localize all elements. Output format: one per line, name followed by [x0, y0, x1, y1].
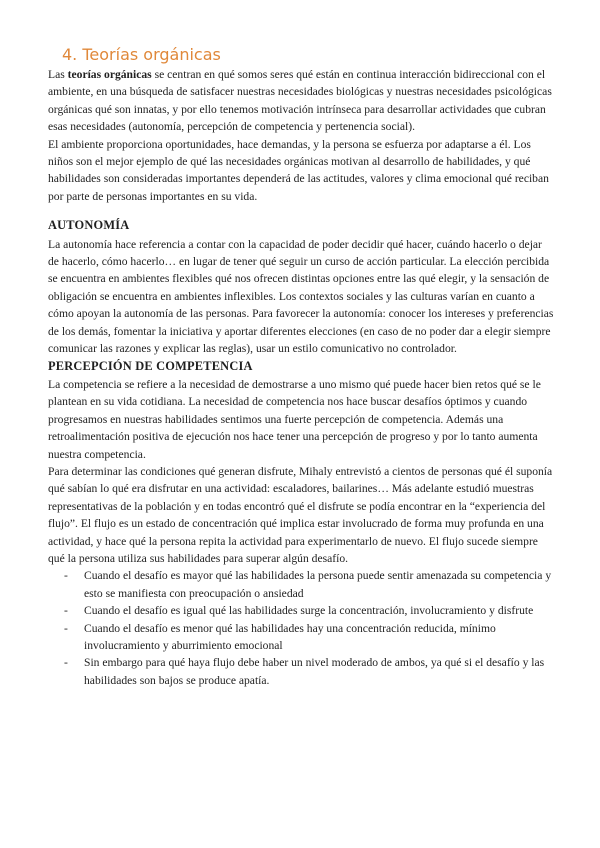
list-item: [64, 654, 554, 689]
list-item-text: Sin embargo para qué haya flujo debe haber un nivel moderado de ambos, ya qué si el desafío y las habilidades son bajos se produce apatía.: [84, 656, 545, 687]
intro-paragraph: [48, 66, 554, 136]
bullet-marker: -: [64, 656, 68, 670]
intro-rest: se centran en qué somos seres qué están en continua interacción bidireccional con el ambiente, en una búsqueda de satisfacer nuestras necesidades biológicas y nuestras necesidades psicológicas orgánicas qué son innatas, y por ello tenemos motivación intrínseca para desarrollar actividades que cubran esas necesidades (autonomía, percepción de competencia y pertenencia social).: [48, 68, 552, 134]
list-item: [64, 602, 554, 619]
bullet-marker: -: [64, 569, 68, 583]
intro-bold-term: teorías orgánicas: [67, 68, 152, 81]
intro-prefix: Las: [48, 68, 68, 81]
flow-bullet-list: [48, 567, 554, 689]
bullet-marker: -: [64, 621, 68, 635]
list-item: [64, 620, 554, 655]
autonomia-title: AUTONOMÍA: [48, 218, 130, 233]
section-heading: 4. Teorías orgánicas: [62, 45, 221, 64]
autonomia-paragraph: La autonomía hace referencia a contar con la capacidad de poder decidir qué hacer, cuándo hacerlo o dejar de hacerlo, cómo hacerlo… en lugar de tener qué seguir un curso de acción particular. La elección percibida se encuentra en ambientes flexibles qué nos ofrecen distintas opciones entre las qué elegir, y la sensación de obligación se encuentra en ambientes inflexibles. Los contextos sociales y las culturas varían en cuanto a cómo apoyan la autonomía de las personas. Para favorecer la autonomía: conocer los intereses y preferencias de los demás, fomentar la iniciativa y aportar diferentes elecciones (en caso de no poder dar a elegir siempre comunicar las razones y explicar las reglas), usar un estilo comunicativo no controlador.: [48, 237, 554, 356]
list-item-text: Cuando el desafío es mayor qué las habilidades la persona puede sentir amenazada su competencia y esto se manifiesta con preocupación o ansiedad: [84, 569, 552, 600]
environment-paragraph: El ambiente proporciona oportunidades, hace demandas, y la persona se esfuerza por adaptarse a él. Los niños son el mejor ejemplo de qué las necesidades orgánicas motivan al desarrollo de habilidades, y qué habilidades son consideradas importantes dependerá de las actitudes, valores y clima emocional qué reciban por parte de personas importantes en su vida.: [48, 137, 549, 203]
bullet-marker: -: [64, 604, 68, 618]
document-page: [48, 44, 554, 689]
list-item: [64, 567, 554, 602]
competencia-title: PERCEPCIÓN DE COMPETENCIA: [48, 358, 253, 373]
competencia-paragraph: La competencia se refiere a la necesidad de demostrarse a uno mismo qué puede hacer bien retos qué se le plantean en su vida cotidiana. La necesidad de competencia nos hace buscar desafíos óptimos y cuando progresamos en nuestras habilidades sentimos una fuerte percepción de competencia. Además una retroalimentación positiva de ejecución nos hace tener una percepción de progreso y por lo tanto aumenta nuestra competencia.: [48, 377, 541, 461]
list-item-text: Cuando el desafío es igual qué las habilidades surge la concentración, involucramiento y disfrute: [84, 604, 534, 618]
flow-paragraph: Para determinar las condiciones qué generan disfrute, Mihaly entrevistó a cientos de personas qué él suponía qué sabían lo qué era disfrutar en una actividad: escaladores, bailarines… Más adelante estudió muestras representativas de la población y en todas encontró qué el disfrute se podía encontrar en la “experiencia del flujo”. El flujo es un estado de concentración qué implica estar involucrado de forma muy profunda en una actividad, y hace qué la persona repita la actividad para experimentarlo de nuevo. El flujo sucede siempre qué la persona utiliza sus habilidades para superar algún desafío.: [48, 464, 553, 565]
list-item-text: Cuando el desafío es menor qué las habilidades hay una concentración reducida, mínimo involucramiento y aburrimiento emocional: [84, 621, 496, 652]
